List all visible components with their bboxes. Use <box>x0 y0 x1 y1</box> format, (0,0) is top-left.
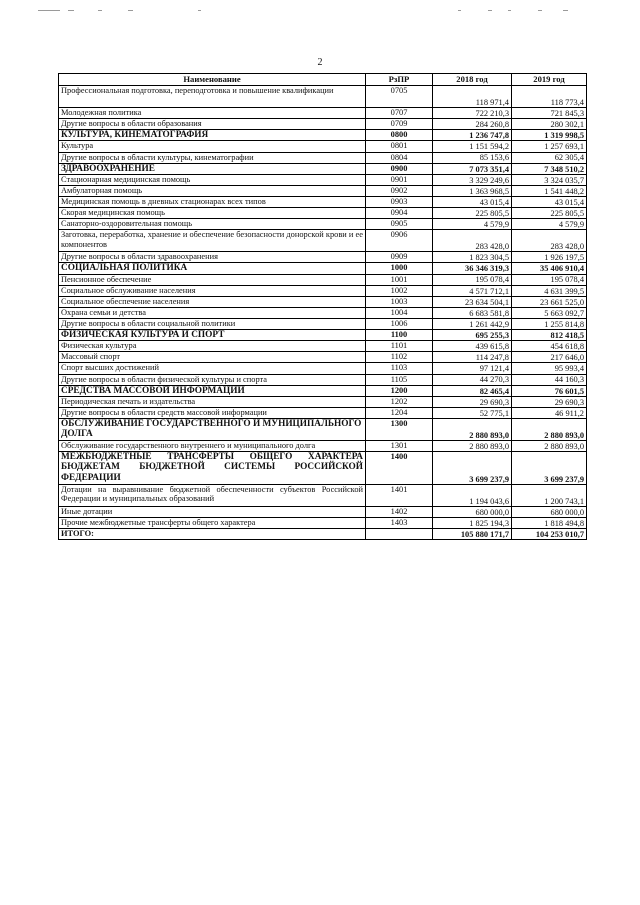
row-name: Молодежная политика <box>59 108 366 119</box>
row-value-2019: 5 663 092,7 <box>512 307 587 318</box>
row-value-2018: 85 153,6 <box>433 152 512 163</box>
row-value-2018: 283 428,0 <box>433 230 512 252</box>
row-value-2019: 95 993,4 <box>512 363 587 374</box>
table-row <box>59 230 587 252</box>
row-name: Дотации на выравнивание бюджетной обеспеченности субъектов Российской Федерации и муниципальных образований <box>59 485 366 507</box>
row-name: Обслуживание государственного внутреннего и муниципального долга <box>59 441 366 452</box>
row-name: Иные дотации <box>59 507 366 518</box>
row-name: КУЛЬТУРА, КИНЕМАТОГРАФИЯ <box>59 130 366 141</box>
row-value-2019: 118 773,4 <box>512 86 587 108</box>
table-row <box>59 285 587 296</box>
row-name: Другие вопросы в области культуры, кинематографии <box>59 152 366 163</box>
row-value-2018: 29 690,3 <box>433 396 512 407</box>
row-value-2018: 52 775,1 <box>433 407 512 418</box>
row-value-2019: 283 428,0 <box>512 230 587 252</box>
row-value-2018: 105 880 171,7 <box>433 529 512 540</box>
row-value-2018: 722 210,3 <box>433 108 512 119</box>
table-row <box>59 318 587 329</box>
row-name: Стационарная медицинская помощь <box>59 174 366 185</box>
row-value-2018: 23 634 504,1 <box>433 296 512 307</box>
row-value-2018: 695 255,3 <box>433 330 512 341</box>
row-value-2019: 225 805,5 <box>512 208 587 219</box>
table-row <box>59 274 587 285</box>
row-value-2019: 812 418,5 <box>512 330 587 341</box>
row-code: 1204 <box>366 407 433 418</box>
row-code: 0709 <box>366 119 433 130</box>
table-row <box>59 152 587 163</box>
row-value-2018: 439 615,8 <box>433 341 512 352</box>
row-code: 1301 <box>366 441 433 452</box>
row-name: Профессиональная подготовка, переподготовка и повышение квалификации <box>59 86 366 108</box>
table-row <box>59 452 587 485</box>
row-value-2018: 97 121,4 <box>433 363 512 374</box>
row-code: 1102 <box>366 352 433 363</box>
row-value-2019: 2 880 893,0 <box>512 441 587 452</box>
table-row <box>59 108 587 119</box>
table-row <box>59 219 587 230</box>
table-row <box>59 485 587 507</box>
row-name: ЗДРАВООХРАНЕНИЕ <box>59 163 366 174</box>
row-value-2018: 1 823 304,5 <box>433 252 512 263</box>
row-value-2019: 1 257 693,1 <box>512 141 587 152</box>
table-row <box>59 441 587 452</box>
row-value-2019: 217 646,0 <box>512 352 587 363</box>
row-value-2019: 280 302,1 <box>512 119 587 130</box>
row-name: ИТОГО: <box>59 529 366 540</box>
row-name: ФИЗИЧЕСКАЯ КУЛЬТУРА И СПОРТ <box>59 330 366 341</box>
row-value-2018: 3 329 249,6 <box>433 174 512 185</box>
table-row <box>59 141 587 152</box>
row-value-2018: 118 971,4 <box>433 86 512 108</box>
row-value-2019: 29 690,3 <box>512 396 587 407</box>
row-code: 0903 <box>366 197 433 208</box>
row-value-2019: 104 253 010,7 <box>512 529 587 540</box>
table-row <box>59 518 587 529</box>
row-value-2019: 1 926 197,5 <box>512 252 587 263</box>
row-value-2019: 76 601,5 <box>512 385 587 396</box>
table-row <box>59 130 587 141</box>
table-row <box>59 419 587 441</box>
row-code: 1401 <box>366 485 433 507</box>
row-value-2019: 1 319 998,5 <box>512 130 587 141</box>
row-value-2018: 1 151 594,2 <box>433 141 512 152</box>
row-code: 0901 <box>366 174 433 185</box>
row-name: Физическая культура <box>59 341 366 352</box>
row-name: Скорая медицинская помощь <box>59 208 366 219</box>
row-name: Амбулаторная помощь <box>59 185 366 196</box>
row-name: Санаторно-оздоровительная помощь <box>59 219 366 230</box>
row-name: СОЦИАЛЬНАЯ ПОЛИТИКА <box>59 263 366 274</box>
row-value-2018: 1 236 747,8 <box>433 130 512 141</box>
row-name: Другие вопросы в области социальной политики <box>59 318 366 329</box>
row-value-2019: 680 000,0 <box>512 507 587 518</box>
row-code: 0902 <box>366 185 433 196</box>
row-value-2019: 44 160,3 <box>512 374 587 385</box>
row-name: СРЕДСТВА МАССОВОЙ ИНФОРМАЦИИ <box>59 385 366 396</box>
row-value-2019: 4 631 399,5 <box>512 285 587 296</box>
row-value-2018: 114 247,8 <box>433 352 512 363</box>
table-row <box>59 352 587 363</box>
row-name: Социальное обеспечение населения <box>59 296 366 307</box>
row-code: 0800 <box>366 130 433 141</box>
row-name: Медицинская помощь в дневных стационарах всех типов <box>59 197 366 208</box>
row-name: Другие вопросы в области здравоохранения <box>59 252 366 263</box>
row-value-2018: 82 465,4 <box>433 385 512 396</box>
row-value-2019: 454 618,8 <box>512 341 587 352</box>
table-row <box>59 296 587 307</box>
row-value-2019: 3 324 035,7 <box>512 174 587 185</box>
row-code: 0804 <box>366 152 433 163</box>
row-code: 0707 <box>366 108 433 119</box>
row-name: Охрана семьи и детства <box>59 307 366 318</box>
row-value-2018: 195 078,4 <box>433 274 512 285</box>
table-header-row <box>59 74 587 86</box>
row-value-2019: 7 348 510,2 <box>512 163 587 174</box>
row-value-2019: 62 305,4 <box>512 152 587 163</box>
header-code: РзПР <box>366 74 433 86</box>
row-code: 1002 <box>366 285 433 296</box>
row-code: 1103 <box>366 363 433 374</box>
row-code: 1003 <box>366 296 433 307</box>
row-value-2018: 44 270,3 <box>433 374 512 385</box>
row-value-2019: 1 200 743,1 <box>512 485 587 507</box>
row-code: 0801 <box>366 141 433 152</box>
table-row <box>59 252 587 263</box>
row-value-2018: 43 015,4 <box>433 197 512 208</box>
row-value-2018: 225 805,5 <box>433 208 512 219</box>
row-value-2019: 1 541 448,2 <box>512 185 587 196</box>
row-code: 1001 <box>366 274 433 285</box>
row-name: Массовый спорт <box>59 352 366 363</box>
row-name: Культура <box>59 141 366 152</box>
row-value-2019: 35 406 910,4 <box>512 263 587 274</box>
row-code <box>366 529 433 540</box>
row-value-2019: 1 818 494,8 <box>512 518 587 529</box>
table-row <box>59 208 587 219</box>
row-code: 1402 <box>366 507 433 518</box>
table-row <box>59 374 587 385</box>
table-row <box>59 507 587 518</box>
row-code: 1202 <box>366 396 433 407</box>
row-name: Прочие межбюджетные трансферты общего характера <box>59 518 366 529</box>
row-code: 1006 <box>366 318 433 329</box>
table-row <box>59 407 587 418</box>
row-code: 0904 <box>366 208 433 219</box>
row-value-2018: 2 880 893,0 <box>433 441 512 452</box>
row-value-2019: 2 880 893,0 <box>512 419 587 441</box>
row-code: 1105 <box>366 374 433 385</box>
row-value-2019: 721 845,3 <box>512 108 587 119</box>
table-row <box>59 363 587 374</box>
row-value-2018: 7 073 351,4 <box>433 163 512 174</box>
row-code: 1100 <box>366 330 433 341</box>
scan-artifact-marks <box>38 10 578 14</box>
row-value-2018: 1 363 968,5 <box>433 185 512 196</box>
table-row <box>59 119 587 130</box>
row-value-2018: 1 825 194,3 <box>433 518 512 529</box>
row-code: 1300 <box>366 419 433 441</box>
row-value-2019: 4 579,9 <box>512 219 587 230</box>
row-name: Пенсионное обеспечение <box>59 274 366 285</box>
row-code: 1200 <box>366 385 433 396</box>
table-body <box>59 86 587 540</box>
table-row <box>59 197 587 208</box>
row-value-2018: 6 683 581,8 <box>433 307 512 318</box>
row-name: Другие вопросы в области физической культуры и спорта <box>59 374 366 385</box>
row-code: 0906 <box>366 230 433 252</box>
row-name: МЕЖБЮДЖЕТНЫЕ ТРАНСФЕРТЫ ОБЩЕГО ХАРАКТЕРА БЮДЖЕТАМ БЮДЖЕТНОЙ СИСТЕМЫ РОССИЙСКОЙ ФЕДЕРАЦИИ <box>59 452 366 485</box>
table-row <box>59 185 587 196</box>
table-row <box>59 341 587 352</box>
row-value-2018: 284 260,8 <box>433 119 512 130</box>
row-value-2019: 3 699 237,9 <box>512 452 587 485</box>
row-name: Заготовка, переработка, хранение и обеспечение безопасности донорской крови и ее компонентов <box>59 230 366 252</box>
row-value-2019: 46 911,2 <box>512 407 587 418</box>
header-name: Наименование <box>59 74 366 86</box>
row-code: 1403 <box>366 518 433 529</box>
row-code: 0909 <box>366 252 433 263</box>
row-value-2018: 2 880 893,0 <box>433 419 512 441</box>
table-row <box>59 529 587 540</box>
row-name: Другие вопросы в области средств массовой информации <box>59 407 366 418</box>
table-row <box>59 163 587 174</box>
row-name: Периодическая печать и издательства <box>59 396 366 407</box>
table-row <box>59 263 587 274</box>
row-code: 1101 <box>366 341 433 352</box>
row-value-2018: 4 579,9 <box>433 219 512 230</box>
page-number: 2 <box>317 57 323 68</box>
row-code: 1000 <box>366 263 433 274</box>
row-value-2018: 36 346 319,3 <box>433 263 512 274</box>
row-value-2019: 1 255 814,8 <box>512 318 587 329</box>
row-value-2019: 195 078,4 <box>512 274 587 285</box>
row-code: 1400 <box>366 452 433 485</box>
header-2019: 2019 год <box>512 74 587 86</box>
table-row <box>59 174 587 185</box>
table-row <box>59 385 587 396</box>
table-row <box>59 330 587 341</box>
row-code: 1004 <box>366 307 433 318</box>
row-name: Социальное обслуживание населения <box>59 285 366 296</box>
table-row <box>59 396 587 407</box>
budget-table <box>58 73 587 540</box>
header-2018: 2018 год <box>433 74 512 86</box>
row-value-2018: 1 194 043,6 <box>433 485 512 507</box>
row-name: Другие вопросы в области образования <box>59 119 366 130</box>
row-value-2018: 4 571 712,1 <box>433 285 512 296</box>
row-code: 0905 <box>366 219 433 230</box>
row-name: Спорт высших достижений <box>59 363 366 374</box>
row-name: ОБСЛУЖИВАНИЕ ГОСУДАРСТВЕННОГО И МУНИЦИПАЛЬНОГО ДОЛГА <box>59 419 366 441</box>
row-value-2018: 680 000,0 <box>433 507 512 518</box>
row-value-2018: 1 261 442,9 <box>433 318 512 329</box>
row-value-2019: 43 015,4 <box>512 197 587 208</box>
row-value-2018: 3 699 237,9 <box>433 452 512 485</box>
row-code: 0900 <box>366 163 433 174</box>
row-code: 0705 <box>366 86 433 108</box>
table-row <box>59 86 587 108</box>
table-row <box>59 307 587 318</box>
row-value-2019: 23 661 525,0 <box>512 296 587 307</box>
